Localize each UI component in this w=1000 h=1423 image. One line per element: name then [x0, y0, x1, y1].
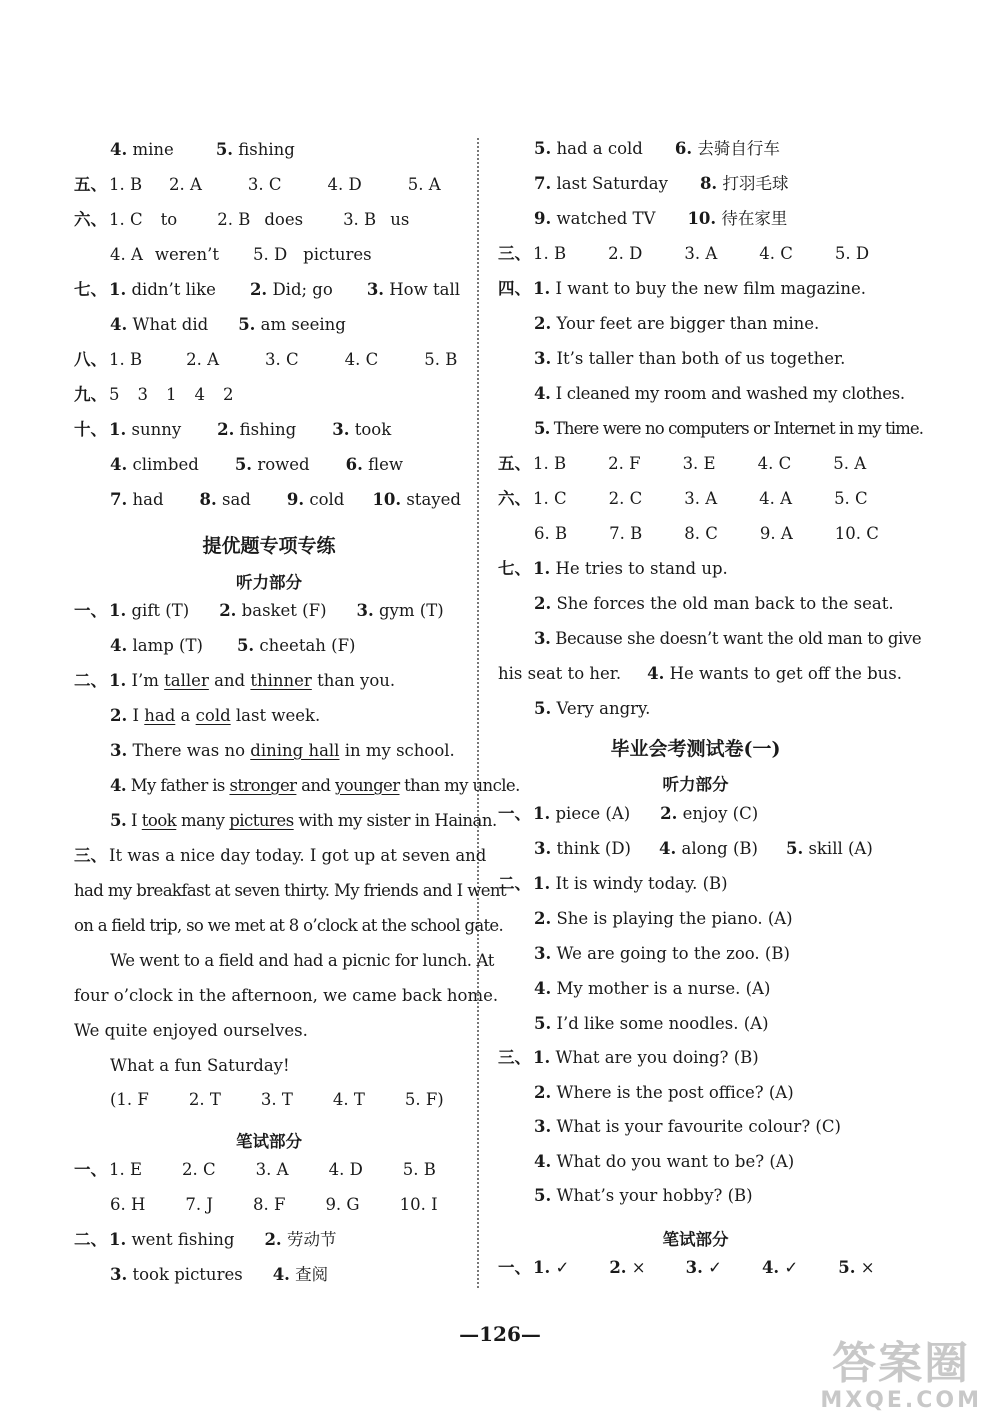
- answer-line: 3. Because she doesn’t want the old man to give: [534, 629, 922, 648]
- answer-line: 2. She is playing the piano. (A): [534, 909, 793, 928]
- watermark-logo: [820, 1340, 982, 1413]
- answer-line: 六、 1. C 2. C 3. A 4. A 5. C: [498, 489, 868, 508]
- passage-line: What a fun Saturday!: [110, 1056, 290, 1075]
- answer-line: 4. What do you want to be? (A): [534, 1152, 795, 1171]
- section-subtitle: 听力部分: [662, 775, 729, 794]
- answer-line: 3. We are going to the zoo. (B): [534, 944, 790, 963]
- answer-line: 七、 1. didn’t like 2. Did; go 3. How tall: [74, 280, 461, 299]
- answer-line: 5. I’d like some noodles. (A): [534, 1014, 769, 1033]
- answer-line: 3. It’s taller than both of us together.: [534, 349, 846, 368]
- section-subtitle: 笔试部分: [236, 1132, 302, 1151]
- answer-line: 3. There was no dining hall in my school.: [110, 741, 455, 760]
- answer-line: 一、 1. E 2. C 3. A 4. D 5. B: [74, 1160, 436, 1179]
- answer-line: 9. watched TV 10. 待在家里: [534, 209, 788, 228]
- answer-line: (1. F 2. T 3. T 4. T 5. F): [110, 1090, 444, 1109]
- answer-line: his seat to her. 4. He wants to get off the bus.: [498, 664, 902, 683]
- answer-line: 4. My mother is a nurse. (A): [534, 979, 771, 998]
- answer-line: 5. had a cold 6. 去骑自行车: [534, 139, 780, 158]
- passage-line: We went to a field and had a picnic for lunch. At: [110, 951, 494, 970]
- passage-line: had my breakfast at seven thirty. My friends and I went: [74, 881, 506, 900]
- answer-line: 4. I cleaned my room and washed my clothes.: [534, 384, 905, 403]
- answer-line: 4. My father is stronger and younger than my uncle.: [110, 776, 520, 795]
- answer-line: 6. H 7. J 8. F 9. G 10. I: [110, 1195, 438, 1214]
- passage-line: four o’clock in the afternoon, we came back home.: [74, 986, 499, 1005]
- answer-line: 6. B 7. B 8. C 9. A 10. C: [534, 524, 879, 543]
- answer-line: 二、 1. It is windy today. (B): [498, 874, 728, 893]
- answer-line: 三、 1. B 2. D 3. A 4. C 5. D: [498, 244, 870, 263]
- watermark-url: MXQE.COM: [820, 1388, 982, 1413]
- passage-line: 三、 It was a nice day today. I got up at seven and: [74, 846, 487, 865]
- answer-line: 一、 1. piece (A) 2. enjoy (C): [498, 804, 759, 823]
- answer-line: 八、 1. B 2. A 3. C 4. C 5. B: [74, 350, 458, 369]
- answer-line: 六、 1. C to 2. B does 3. B us: [74, 210, 410, 229]
- answer-line: 三、 1. What are you doing? (B): [498, 1048, 759, 1067]
- answer-line: 二、 1. went fishing 2. 劳动节: [74, 1230, 337, 1249]
- answer-line: 4. A weren’t 5. D pictures: [110, 245, 372, 264]
- answer-line: 九、 5 3 1 4 2: [74, 385, 234, 404]
- watermark-text: 答案圈: [832, 1338, 971, 1389]
- answer-line: 五、 1. B 2. F 3. E 4. C 5. A: [498, 454, 867, 473]
- passage-line: on a field trip, so we met at 8 o’clock at the school gate.: [74, 916, 504, 935]
- answer-line: 3. took pictures 4. 查阅: [110, 1265, 329, 1284]
- answer-line: 4. lamp (T) 5. cheetah (F): [110, 636, 356, 655]
- page-number: —126—: [459, 1322, 541, 1346]
- column-divider: [477, 138, 479, 1288]
- section-title: 毕业会考测试卷(一): [610, 738, 781, 760]
- answer-line: 2. Your feet are bigger than mine.: [534, 314, 820, 333]
- answer-line: 四、 1. I want to buy the new film magazine.: [498, 279, 866, 298]
- answer-line: 5. Very angry.: [534, 699, 651, 718]
- answer-line: 5. I took many pictures with my sister in Hainan.: [110, 811, 497, 830]
- answer-line: 4. What did 5. am seeing: [110, 315, 346, 334]
- section-subtitle: 笔试部分: [662, 1230, 729, 1249]
- answer-line: 7. last Saturday 8. 打羽毛球: [534, 174, 789, 193]
- passage-line: We quite enjoyed ourselves.: [74, 1021, 308, 1040]
- answer-line: 二、 1. I’m taller and thinner than you.: [74, 671, 396, 690]
- answer-line: 3. What is your favourite colour? (C): [534, 1117, 841, 1136]
- answer-line: 2. I had a cold last week.: [110, 706, 321, 725]
- answer-line: 4. mine 5. fishing: [110, 140, 295, 159]
- answer-line: 十、 1. sunny 2. fishing 3. took: [74, 420, 392, 439]
- answer-line: 一、 1. ✓ 2. × 3. ✓ 4. ✓ 5. ×: [498, 1258, 875, 1277]
- section-title: 提优题专项专练: [202, 535, 336, 557]
- answer-line: 七、 1. He tries to stand up.: [498, 559, 728, 578]
- answer-line: 4. climbed 5. rowed 6. flew: [110, 455, 403, 474]
- answer-line: 5. There were no computers or Internet in my time.: [534, 419, 924, 438]
- answer-line: 2. Where is the post office? (A): [534, 1083, 794, 1102]
- answer-line: 五、 1. B 2. A 3. C 4. D 5. A: [74, 175, 441, 194]
- answer-line: 7. had 8. sad 9. cold 10. stayed: [110, 490, 461, 509]
- answer-line: 3. think (D) 4. along (B) 5. skill (A): [534, 839, 873, 858]
- answer-line: 一、 1. gift (T) 2. basket (F) 3. gym (T): [74, 601, 444, 620]
- answer-line: 5. What’s your hobby? (B): [534, 1186, 753, 1205]
- section-subtitle: 听力部分: [236, 573, 302, 592]
- answer-line: 2. She forces the old man back to the seat.: [534, 594, 894, 613]
